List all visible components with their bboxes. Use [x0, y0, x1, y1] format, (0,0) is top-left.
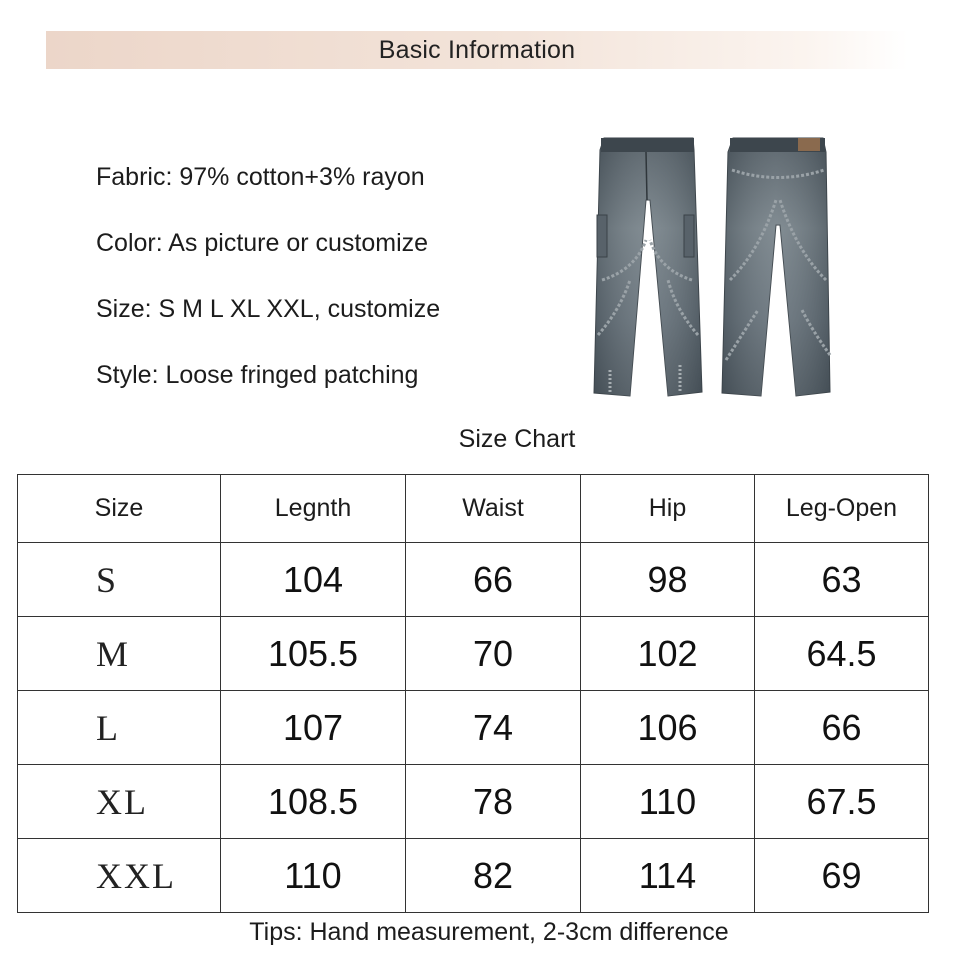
jeans-front	[594, 138, 702, 396]
cell-leg-open: 64.5	[755, 617, 929, 691]
tips-text: Tips: Hand measurement, 2-3cm difference	[249, 918, 729, 946]
table-row	[18, 691, 929, 765]
fabric-text: Fabric: 97% cotton+3% rayon	[96, 163, 425, 191]
header-waist: Waist	[406, 475, 581, 543]
cell-waist: 70	[406, 617, 581, 691]
cell-size: L	[18, 691, 221, 765]
color-text: Color: As picture or customize	[96, 229, 429, 257]
cell-hip: 102	[581, 617, 755, 691]
cell-length: 108.5	[221, 765, 406, 839]
header-leg-open: Leg-Open	[755, 475, 929, 543]
cell-size: M	[18, 617, 221, 691]
cell-leg-open: 69	[755, 839, 929, 913]
cell-length: 110	[221, 839, 406, 913]
cell-leg-open: 63	[755, 543, 929, 617]
size-chart-table	[17, 474, 929, 913]
cell-length: 105.5	[221, 617, 406, 691]
table-row	[18, 765, 929, 839]
jeans-back	[722, 138, 830, 396]
cell-hip: 106	[581, 691, 755, 765]
table-header-row	[18, 475, 929, 543]
size-chart-title: Size Chart	[458, 425, 576, 453]
table-row	[18, 543, 929, 617]
section-banner	[46, 31, 908, 69]
jeans-front-back-icon	[580, 130, 840, 405]
cell-waist: 82	[406, 839, 581, 913]
table-row	[18, 617, 929, 691]
cell-leg-open: 66	[755, 691, 929, 765]
cell-waist: 74	[406, 691, 581, 765]
cell-size: XL	[18, 765, 221, 839]
header-length: Legnth	[221, 475, 406, 543]
banner-title: Basic Information	[378, 35, 576, 64]
cell-length: 104	[221, 543, 406, 617]
table-row	[18, 839, 929, 913]
cell-hip: 98	[581, 543, 755, 617]
header-hip: Hip	[581, 475, 755, 543]
cell-waist: 66	[406, 543, 581, 617]
cell-leg-open: 67.5	[755, 765, 929, 839]
cell-length: 107	[221, 691, 406, 765]
cell-hip: 110	[581, 765, 755, 839]
cell-size: S	[18, 543, 221, 617]
cell-waist: 78	[406, 765, 581, 839]
cell-hip: 114	[581, 839, 755, 913]
style-text: Style: Loose fringed patching	[96, 361, 419, 389]
header-size: Size	[18, 475, 221, 543]
cell-size: XXL	[18, 839, 221, 913]
size-text: Size: S M L XL XXL, customize	[96, 295, 441, 323]
